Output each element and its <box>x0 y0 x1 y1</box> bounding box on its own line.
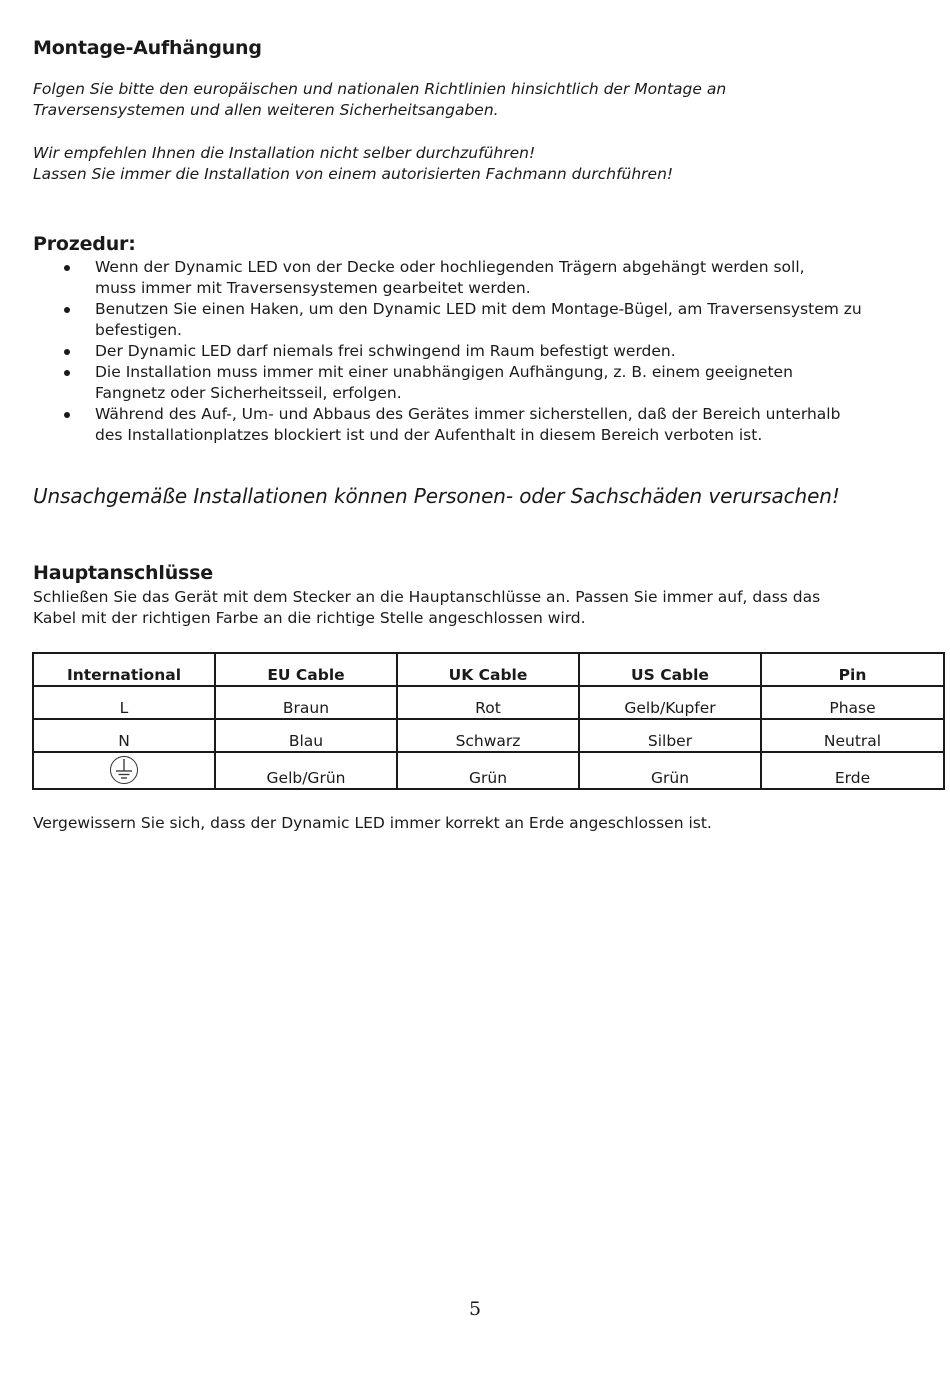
list-item: Die Installation muss immer mit einer unabhängigen Aufhängung, z. B. einem geeigneten Fangnetz oder Sicherheitsseil, erfolgen. <box>62 362 922 404</box>
recommendation-line1: Wir empfehlen Ihnen die Installation nicht selber durchzuführen! <box>33 144 536 162</box>
heading-hauptanschluesse: Hauptanschlüsse <box>33 562 213 584</box>
table-cell: L <box>33 686 215 719</box>
table-cell: Braun <box>215 686 397 719</box>
bullet-dot <box>64 265 70 271</box>
montage-paragraph-line2: Traversensystemen und allen weiteren Sicherheitsangaben. <box>33 101 499 119</box>
table-cell: Blau <box>215 719 397 752</box>
list-item: Benutzen Sie einen Haken, um den Dynamic LED mit dem Montage-Bügel, am Traversensystem zu befestigen. <box>62 299 922 341</box>
bullet-dot <box>64 307 70 313</box>
table-row <box>33 686 944 719</box>
table-cell: Silber <box>579 719 761 752</box>
page-number: 5 <box>468 1298 482 1320</box>
header-eu-cable: EU Cable <box>215 653 397 686</box>
table-row <box>33 719 944 752</box>
montage-paragraph-line1: Folgen Sie bitte den europäischen und nationalen Richtlinien hinsichtlich der Montage an <box>33 80 727 98</box>
header-uk-cable: UK Cable <box>397 653 579 686</box>
table-cell: Neutral <box>761 719 944 752</box>
table-cell-earth-symbol <box>33 752 215 789</box>
bullet-dot <box>64 370 70 376</box>
connection-paragraph-line2: Kabel mit der richtigen Farbe an die richtige Stelle angeschlossen wird. <box>33 609 586 627</box>
header-us-cable: US Cable <box>579 653 761 686</box>
table-cell: Gelb/Grün <box>215 752 397 789</box>
header-pin: Pin <box>761 653 944 686</box>
table-cell: Rot <box>397 686 579 719</box>
connection-paragraph-line1: Schließen Sie das Gerät mit dem Stecker an die Hauptanschlüsse an. Passen Sie immer auf, dass das <box>33 588 821 606</box>
list-item: Der Dynamic LED darf niemals frei schwingend im Raum befestigt werden. <box>62 341 922 362</box>
heading-prozedur: Prozedur: <box>33 233 136 255</box>
table-row <box>33 752 944 789</box>
earth-note: Vergewissern Sie sich, dass der Dynamic LED immer korrekt an Erde angeschlossen ist. <box>33 814 712 832</box>
table-header-row <box>33 653 944 686</box>
table-cell: Phase <box>761 686 944 719</box>
table-cell: Erde <box>761 752 944 789</box>
installation-warning: Unsachgemäße Installationen können Personen- oder Sachschäden verursachen! <box>33 484 840 508</box>
header-international: International <box>33 653 215 686</box>
table-cell: Grün <box>579 752 761 789</box>
table-cell: Schwarz <box>397 719 579 752</box>
recommendation-line2: Lassen Sie immer die Installation von einem autorisierten Fachmann durchführen! <box>33 165 674 183</box>
table-cell: N <box>33 719 215 752</box>
list-item: Wenn der Dynamic LED von der Decke oder hochliegenden Trägern abgehängt werden soll, muss immer mit Traversensystemen gearbeitet werden. <box>62 257 922 299</box>
heading-montage: Montage-Aufhängung <box>33 37 262 59</box>
list-item: Während des Auf-, Um- und Abbaus des Gerätes immer sicherstellen, daß der Bereich unterhalb des Installationplatzes blockiert ist und der Aufenthalt in diesem Bereich verboten ist. <box>62 404 922 446</box>
bullet-dot <box>64 412 70 418</box>
bullet-dot <box>64 349 70 355</box>
cable-color-table <box>32 652 945 790</box>
earth-ground-icon <box>109 755 139 785</box>
procedure-list <box>62 257 922 446</box>
table-cell: Grün <box>397 752 579 789</box>
table-cell: Gelb/Kupfer <box>579 686 761 719</box>
